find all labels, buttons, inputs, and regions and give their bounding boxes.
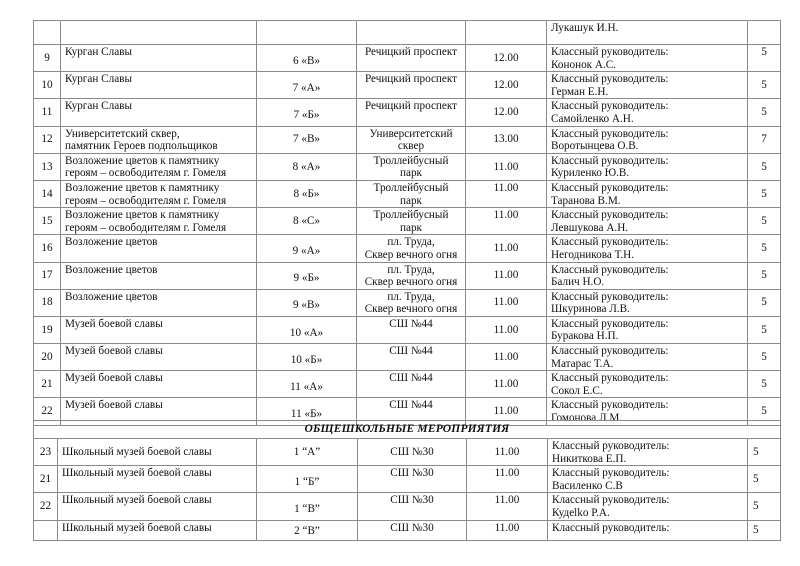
responsible-label: Классный руководитель: — [551, 127, 669, 140]
class-cell: 1 “В” — [257, 493, 358, 520]
place-line-1: Троллейбусный — [373, 154, 449, 167]
event-cell — [61, 208, 257, 235]
row-number: 11 — [34, 99, 61, 126]
class-cell: 8 «С» — [257, 208, 357, 235]
place-line-2: парк — [400, 221, 422, 234]
place-cell — [357, 153, 466, 180]
count-cell: 5 — [748, 398, 781, 425]
responsible-name: Воротынцева О.В. — [551, 140, 639, 153]
table-row — [34, 45, 781, 72]
table-row — [34, 316, 781, 343]
responsible-name: Шкуринова Л.В. — [551, 303, 630, 316]
count-cell — [748, 21, 781, 45]
responsible-cell — [547, 180, 748, 207]
count-cell: 5 — [748, 45, 781, 72]
count-cell: 5 — [748, 520, 781, 540]
table-row — [34, 493, 781, 520]
responsible-name: Гомонова Л.М. — [551, 412, 623, 425]
responsible-label: Классный руководитель: — [551, 399, 669, 412]
responsible-cell — [548, 439, 748, 466]
event-cell: Возложение цветов — [61, 235, 257, 262]
row-number: 19 — [34, 316, 61, 343]
responsible-label: Классный руководитель: — [552, 467, 670, 480]
class-cell: 11 «Б» — [257, 398, 357, 425]
time-cell: 11.00 — [467, 439, 548, 466]
responsible-label: Классный руководитель: — [551, 317, 669, 330]
time-cell: 11.00 — [466, 208, 547, 235]
place-cell — [357, 208, 466, 235]
count-cell: 5 — [748, 316, 781, 343]
event-cell — [61, 153, 257, 180]
responsible-name: Таранова В.М. — [551, 194, 621, 207]
row-number — [34, 520, 58, 540]
event-line-2: героям – освободителям г. Гомеля — [65, 221, 227, 234]
place-cell — [357, 289, 466, 316]
row-number: 15 — [34, 208, 61, 235]
place-line-1: Троллейбусный — [373, 209, 449, 222]
place-line-2: парк — [400, 167, 422, 180]
place-cell: СШ №44 — [357, 371, 466, 398]
responsible-name: Кудelko Р.А. — [552, 506, 610, 519]
responsible-name: Негодникова Т.Н. — [551, 248, 635, 261]
count-cell: 5 — [748, 289, 781, 316]
time-cell: 12.00 — [466, 72, 547, 99]
responsible-cell — [548, 520, 748, 540]
responsible-name: Буракова Н.П. — [551, 330, 619, 343]
row-number: 14 — [34, 180, 61, 207]
table-row — [34, 520, 781, 540]
place-line-2: парк — [400, 194, 422, 207]
place-cell: СШ №30 — [358, 466, 467, 493]
event-cell — [61, 21, 257, 45]
time-cell: 11.00 — [466, 398, 547, 425]
place-cell: Речицкий проспект — [357, 99, 466, 126]
responsible-name: Левшукова А.Н. — [551, 221, 629, 234]
time-cell: 12.00 — [466, 45, 547, 72]
count-cell: 5 — [748, 235, 781, 262]
place-line-1: Университетский — [369, 127, 453, 140]
responsible-label: Классный руководитель: — [552, 521, 670, 534]
event-cell: Музей боевой славы — [61, 344, 257, 371]
event-line-2: героям – освободителям г. Гомеля — [65, 167, 227, 180]
event-cell: Курган Славы — [61, 99, 257, 126]
table-row — [34, 208, 781, 235]
place-cell — [357, 126, 466, 153]
place-cell: СШ №44 — [357, 398, 466, 425]
row-number: 23 — [34, 439, 58, 466]
responsible-label: Классный руководитель: — [551, 73, 669, 86]
responsible-label: Классный руководитель: — [551, 46, 669, 58]
time-cell: 11.00 — [466, 153, 547, 180]
place-line-2: сквер — [397, 140, 425, 153]
place-line-1: пл. Труда, — [387, 290, 435, 303]
event-cell: Курган Славы — [61, 72, 257, 99]
events-table — [33, 20, 781, 426]
class-cell: 9 «Б» — [257, 262, 357, 289]
responsible-cell — [547, 45, 748, 72]
responsible-cell — [547, 208, 748, 235]
row-number: 22 — [34, 398, 61, 425]
responsible-label: Классный руководитель: — [551, 209, 669, 222]
responsible-label: Классный руководитель: — [551, 181, 669, 194]
responsible-label: Классный руководитель: — [551, 290, 669, 303]
count-cell: 5 — [748, 371, 781, 398]
section-header-row — [34, 421, 781, 439]
responsible-cell — [547, 126, 748, 153]
responsible-cell — [547, 235, 748, 262]
event-line-1: Возложение цветов к памятнику — [65, 154, 220, 167]
responsible-name: Василенко С.В — [552, 479, 623, 492]
event-line-1: Университетский сквер, — [65, 127, 180, 140]
time-cell: 12.00 — [466, 99, 547, 126]
responsible-cell — [547, 371, 748, 398]
count-cell: 5 — [748, 466, 781, 493]
responsible-name: Сокол Е.С. — [551, 384, 603, 397]
section-title: ОБЩЕШКОЛЬНЫЕ МЕРОПРИЯТИЯ — [34, 421, 781, 439]
responsible-cell — [547, 316, 748, 343]
class-cell: 2 “В” — [257, 520, 358, 540]
place-cell: СШ №30 — [358, 520, 467, 540]
event-line-1: Возложение цветов к памятнику — [65, 209, 220, 222]
count-cell: 7 — [748, 126, 781, 153]
row-number — [34, 21, 61, 45]
responsible-name: Кононок А.С. — [551, 58, 617, 71]
class-cell: 9 «В» — [257, 289, 357, 316]
responsible-label: Классный руководитель: — [551, 345, 669, 358]
event-line-1: Возложение цветов к памятнику — [65, 181, 220, 194]
event-cell: Возложение цветов — [61, 289, 257, 316]
class-cell: 8 «А» — [257, 153, 357, 180]
class-cell: 1 “Б” — [257, 466, 358, 493]
row-number: 20 — [34, 344, 61, 371]
place-line-1: пл. Труда, — [387, 236, 435, 249]
event-cell: Школьный музей боевой славы — [58, 439, 257, 466]
table-row — [34, 72, 781, 99]
responsible-cell — [548, 466, 748, 493]
responsible-label: Классный руководитель: — [551, 372, 669, 385]
time-cell: 11.00 — [467, 493, 548, 520]
responsible-cell — [548, 493, 748, 520]
responsible-label: Классный руководитель: — [551, 236, 669, 249]
place-cell — [357, 235, 466, 262]
responsible-label: Классный руководитель: — [552, 494, 670, 507]
place-cell: СШ №30 — [358, 493, 467, 520]
class-cell: 11 «А» — [257, 371, 357, 398]
time-cell: 11.00 — [467, 466, 548, 493]
class-cell: 9 «А» — [257, 235, 357, 262]
time-cell: 11.00 — [466, 235, 547, 262]
place-line-1: Троллейбусный — [373, 181, 449, 194]
table-row — [34, 153, 781, 180]
row-number: 10 — [34, 72, 61, 99]
row-number: 18 — [34, 289, 61, 316]
responsible-name: Матарас Т.А. — [551, 357, 614, 370]
count-cell: 5 — [748, 493, 781, 520]
class-cell — [257, 21, 357, 45]
table-row — [34, 371, 781, 398]
event-line-2: героям – освободителям г. Гомеля — [65, 194, 227, 207]
count-cell: 5 — [748, 262, 781, 289]
table-row — [34, 344, 781, 371]
responsible-name: Балич Н.О. — [551, 276, 605, 289]
responsible-name: Лукашук И.Н. — [551, 22, 619, 34]
count-cell: 5 — [748, 344, 781, 371]
table-row — [34, 289, 781, 316]
event-cell: Музей боевой славы — [61, 316, 257, 343]
event-cell — [61, 180, 257, 207]
responsible-cell — [547, 153, 748, 180]
table-row — [34, 466, 781, 493]
class-cell: 7 «В» — [257, 126, 357, 153]
place-cell: Речицкий проспект — [357, 45, 466, 72]
table-row — [34, 99, 781, 126]
place-line-1: пл. Труда, — [387, 263, 435, 276]
table-row — [34, 180, 781, 207]
place-line-2: Сквер вечного огня — [364, 248, 458, 261]
event-cell: Школьный музей боевой славы — [58, 493, 257, 520]
table-row — [34, 235, 781, 262]
place-cell — [357, 21, 466, 45]
row-number: 22 — [34, 493, 58, 520]
place-cell — [357, 180, 466, 207]
table-row — [34, 262, 781, 289]
time-cell: 11.00 — [466, 316, 547, 343]
time-cell: 11.00 — [466, 289, 547, 316]
class-cell: 10 «А» — [257, 316, 357, 343]
time-cell: 11.00 — [466, 180, 547, 207]
school-events-table — [33, 420, 781, 541]
event-cell: Музей боевой славы — [61, 371, 257, 398]
event-cell: Курган Славы — [61, 45, 257, 72]
class-cell: 7 «А» — [257, 72, 357, 99]
time-cell: 11.00 — [466, 262, 547, 289]
place-cell: СШ №44 — [357, 344, 466, 371]
responsible-name: Куриленко Ю.В. — [551, 167, 630, 180]
responsible-label: Классный руководитель: — [551, 263, 669, 276]
event-cell: Школьный музей боевой славы — [58, 520, 257, 540]
responsible-label: Классный руководитель: — [551, 154, 669, 167]
responsible-label: Классный руководитель: — [552, 440, 670, 452]
place-cell: СШ №30 — [358, 439, 467, 466]
count-cell: 5 — [748, 180, 781, 207]
responsible-cell — [547, 344, 748, 371]
class-cell: 8 «Б» — [257, 180, 357, 207]
event-cell — [61, 126, 257, 153]
table-row — [34, 439, 781, 466]
responsible-cell — [547, 99, 748, 126]
responsible-cell — [547, 72, 748, 99]
responsible-name: Самойленко А.Н. — [551, 112, 634, 125]
table-row — [34, 126, 781, 153]
responsible-name: Никиткова Е.П. — [552, 452, 627, 465]
event-line-2: памятник Героев подпольщиков — [65, 140, 218, 153]
event-cell: Школьный музей боевой славы — [58, 466, 257, 493]
time-cell: 11.00 — [467, 520, 548, 540]
class-cell: 7 «Б» — [257, 99, 357, 126]
place-cell: СШ №44 — [357, 316, 466, 343]
row-number: 12 — [34, 126, 61, 153]
responsible-name: Герман Е.Н. — [551, 85, 609, 98]
place-line-2: Сквер вечного огня — [364, 303, 458, 316]
row-number: 17 — [34, 262, 61, 289]
responsible-label: Классный руководитель: — [551, 100, 669, 113]
time-cell: 13.00 — [466, 126, 547, 153]
responsible-cell — [547, 289, 748, 316]
class-cell: 6 «В» — [257, 45, 357, 72]
class-cell: 1 “А” — [257, 439, 358, 466]
count-cell: 5 — [748, 99, 781, 126]
count-cell: 5 — [748, 439, 781, 466]
count-cell: 5 — [748, 153, 781, 180]
row-number: 21 — [34, 371, 61, 398]
place-cell: Речицкий проспект — [357, 72, 466, 99]
time-cell — [466, 21, 547, 45]
row-number: 21 — [34, 466, 58, 493]
place-cell — [357, 262, 466, 289]
time-cell: 11.00 — [466, 371, 547, 398]
place-line-2: Сквер вечного огня — [364, 276, 458, 289]
count-cell: 5 — [748, 72, 781, 99]
responsible-cell — [547, 262, 748, 289]
row-number: 9 — [34, 45, 61, 72]
row-number: 13 — [34, 153, 61, 180]
time-cell: 11.00 — [466, 344, 547, 371]
event-cell: Возложение цветов — [61, 262, 257, 289]
row-number: 16 — [34, 235, 61, 262]
responsible-cell — [547, 21, 748, 45]
count-cell: 5 — [748, 208, 781, 235]
class-cell: 10 «Б» — [257, 344, 357, 371]
table-row — [34, 21, 781, 45]
event-cell: Музей боевой славы — [61, 398, 257, 425]
